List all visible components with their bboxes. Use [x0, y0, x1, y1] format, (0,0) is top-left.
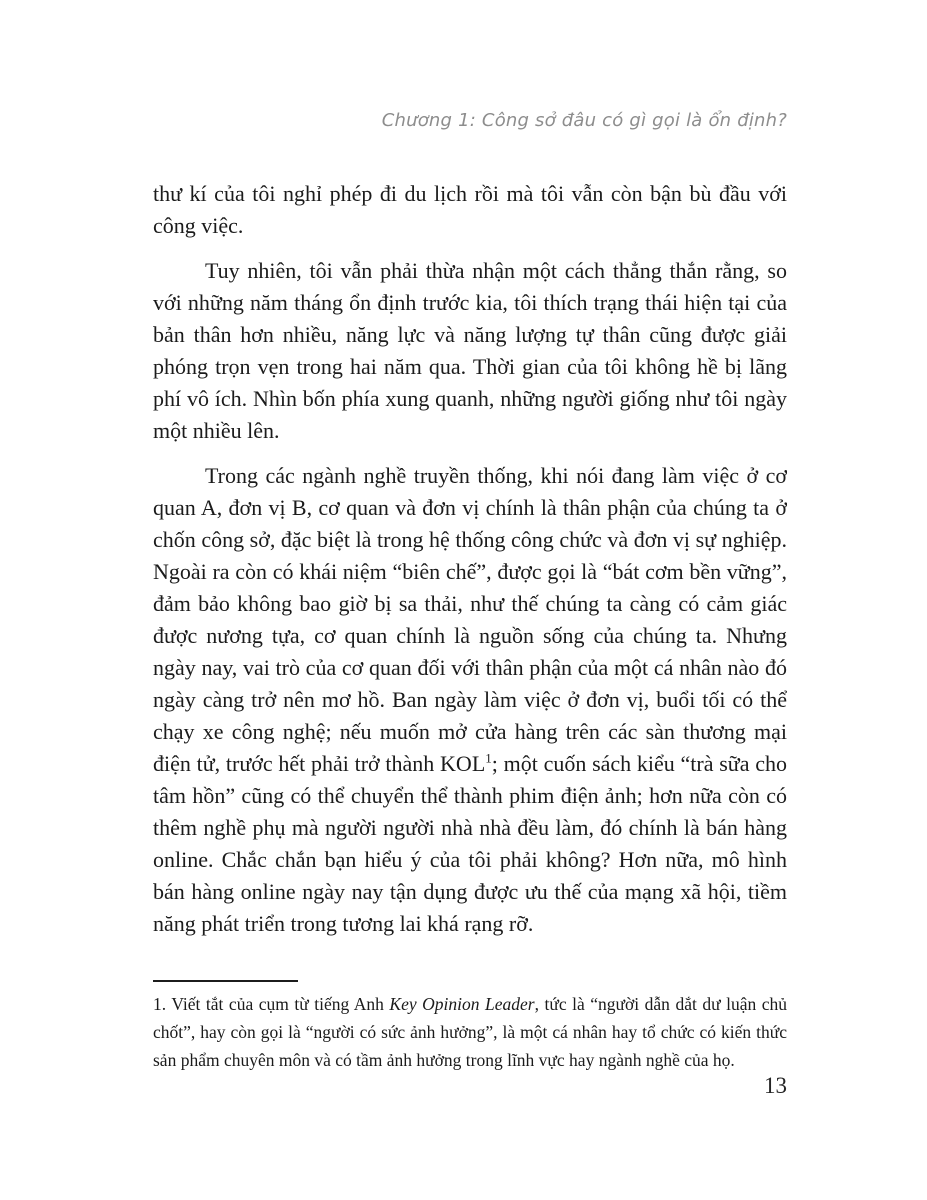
footnote-text [153, 990, 787, 1074]
text-run: thư kí của tôi nghỉ phép đi du lịch rồi mà tôi vẫn còn bận bù đầu với công việc. [153, 181, 787, 238]
text-run: Tuy nhiên, tôi vẫn phải thừa nhận một cách thẳng thắn rằng, so với những năm tháng ổn định trước kia, tôi thích trạng thái hiện tại của bản thân hơn nhiều, năng lực và năng lượng tự thân cũng được giải phóng trọn vẹn trong hai năm qua. Thời gian của tôi không hề bị lãng phí vô ích. Nhìn bốn phía xung quanh, những người giống như tôi ngày một nhiều lên. [153, 258, 787, 443]
text-run: Trong các ngành nghề truyền thống, khi nói đang làm việc ở cơ quan A, đơn vị B, cơ quan và đơn vị chính là thân phận của chúng ta ở chốn công sở, đặc biệt là trong hệ thống công chức và đơn vị sự nghiệp. Ngoài ra còn có khái niệm “biên chế”, được gọi là “bát cơm bền vững”, đảm bảo không bao giờ bị sa thải, như thế chúng ta càng có cảm giác được nương tựa, cơ quan chính là nguồn sống của chúng ta. Nhưng ngày nay, vai trò của cơ quan đối với thân phận của một cá nhân nào đó ngày càng trở nên mơ hồ. Ban ngày làm việc ở đơn vị, buổi tối có thể chạy xe công nghệ; nếu muốn mở cửa hàng trên các sàn thương mại điện tử, trước hết phải trở thành KOL [153, 463, 787, 776]
paragraph [153, 255, 787, 447]
text-run: ; một cuốn sách kiểu “trà sữa cho tâm hồn” cũng có thể chuyển thể thành phim điện ảnh; hơn nữa còn có thêm nghề phụ mà người người nhà nhà đều làm, đó chính là bán hàng online. Chắc chắn bạn hiểu ý của tôi phải không? Hơn nữa, mô hình bán hàng online ngày nay tận dụng được ưu thế của mạng xã hội, tiềm năng phát triển trong tương lai khá rạng rỡ. [153, 751, 787, 936]
paragraph [153, 460, 787, 940]
paragraph [153, 178, 787, 242]
text-run: 1. Viết tắt của cụm từ tiếng Anh [153, 994, 390, 1014]
body-text [153, 178, 787, 978]
footnote [153, 980, 787, 1074]
page-number: 13 [764, 1073, 787, 1098]
footnote-marker: 1 [485, 750, 492, 766]
text-run: , tức là “người dẫn dắt dư luận chủ chốt”, hay còn gọi là “người có sức ảnh hưởng”, là một cá nhân hay tổ chức có kiến thức sản phẩm chuyên môn và có tầm ảnh hưởng trong lĩnh vực hay ngành nghề của họ. [153, 994, 787, 1070]
running-header: Chương 1: Công sở đâu có gì gọi là ổn định? [381, 110, 787, 131]
italic-term: Key Opinion Leader [389, 994, 535, 1014]
footnote-separator-rule [153, 980, 298, 982]
